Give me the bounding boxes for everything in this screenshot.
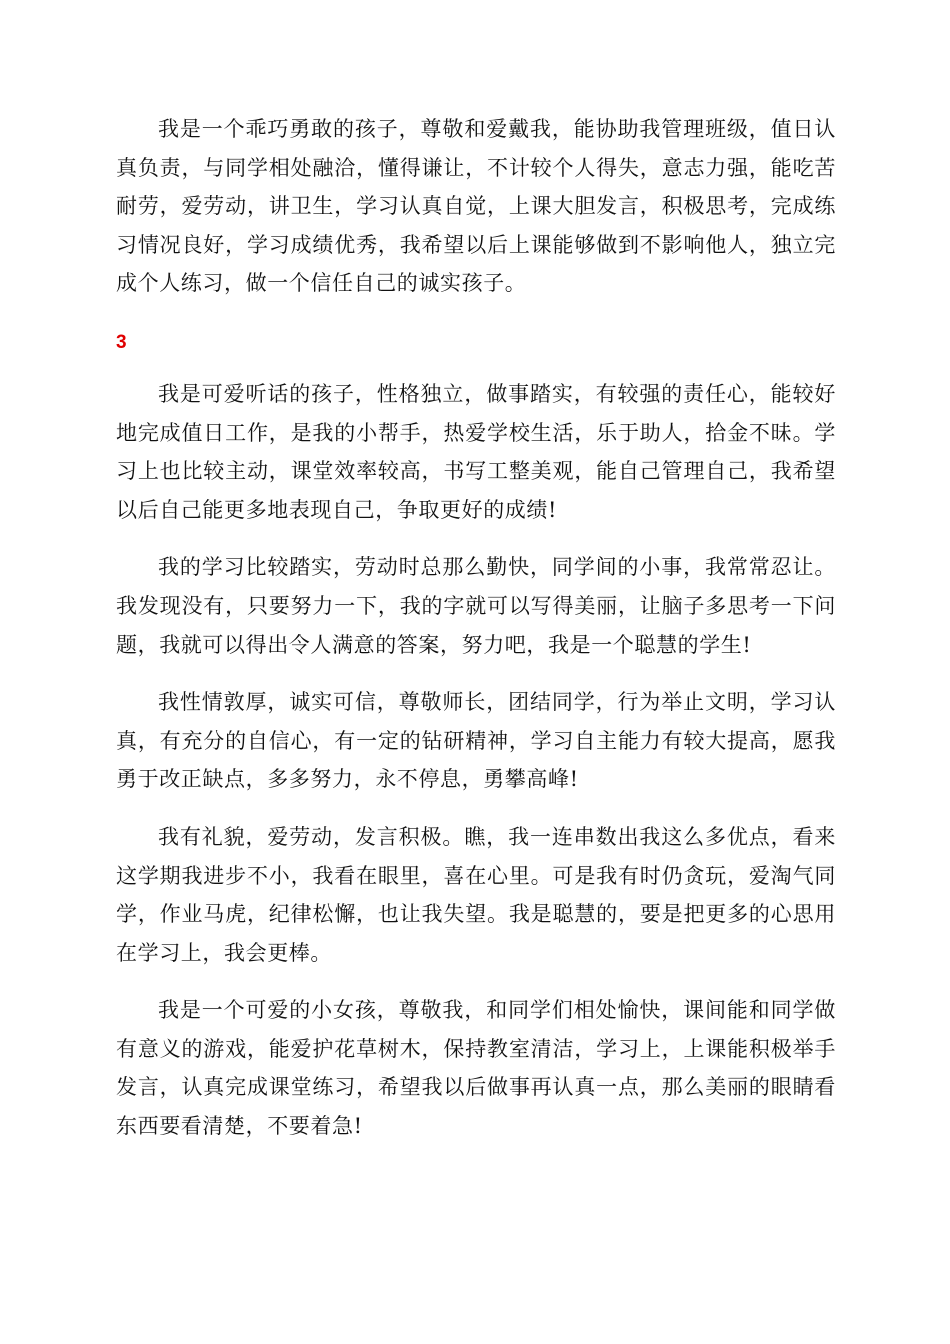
paragraph-2: 我的学习比较踏实，劳动时总那么勤快，同学间的小事，我常常忍让。我发现没有，只要努力一下，我的字就可以写得美丽，让脑子多思考一下问题，我就可以得出令人满意的答案，努力吧，我是一个聪慧的学生! [116, 555, 836, 657]
document-page [116, 110, 836, 1146]
paragraph-intro: 我是一个乖巧勇敢的孩子，尊敬和爱戴我，能协助我管理班级，值日认真负责，与同学相处融洽，懂得谦让，不计较个人得失，意志力强，能吃苦耐劳，爱劳动，讲卫生，学习认真自觉，上课大胆发言，积极思考，完成练习情况良好，学习成绩优秀，我希望以后上课能够做到不影响他人，独立完成个人练习，做一个信任自己的诚实孩子。 [116, 117, 836, 296]
paragraph-4: 我有礼貌，爱劳动，发言积极。瞧，我一连串数出我这么多优点，看来这学期我进步不小，我看在眼里，喜在心里。可是我有时仍贪玩，爱淘气同学，作业马虎，纪律松懈，也让我失望。我是聪慧的，要是把更多的心思用在学习上，我会更棒。 [116, 824, 836, 965]
section-number: 3 [116, 331, 127, 353]
paragraph-1: 我是可爱听话的孩子，性格独立，做事踏实，有较强的责任心，能较好地完成值日工作，是我的小帮手，热爱学校生活，乐于助人，拾金不昧。学习上也比较主动，课堂效率较高，书写工整美观，能自己管理自己，我希望以后自己能更多地表现自己，争取更好的成绩! [116, 381, 836, 522]
paragraph-3: 我性情敦厚，诚实可信，尊敬师长，团结同学，行为举止文明，学习认真，有充分的自信心，有一定的钻研精神，学习自主能力有较大提高，愿我勇于改正缺点，多多努力，永不停息，勇攀高峰! [116, 690, 836, 792]
paragraph-5: 我是一个可爱的小女孩，尊敬我，和同学们相处愉快，课间能和同学做有意义的游戏，能爱护花草树木，保持教室清洁，学习上，上课能积极举手发言，认真完成课堂练习，希望我以后做事再认真一点，那么美丽的眼睛看东西要看清楚，不要着急! [116, 998, 836, 1139]
